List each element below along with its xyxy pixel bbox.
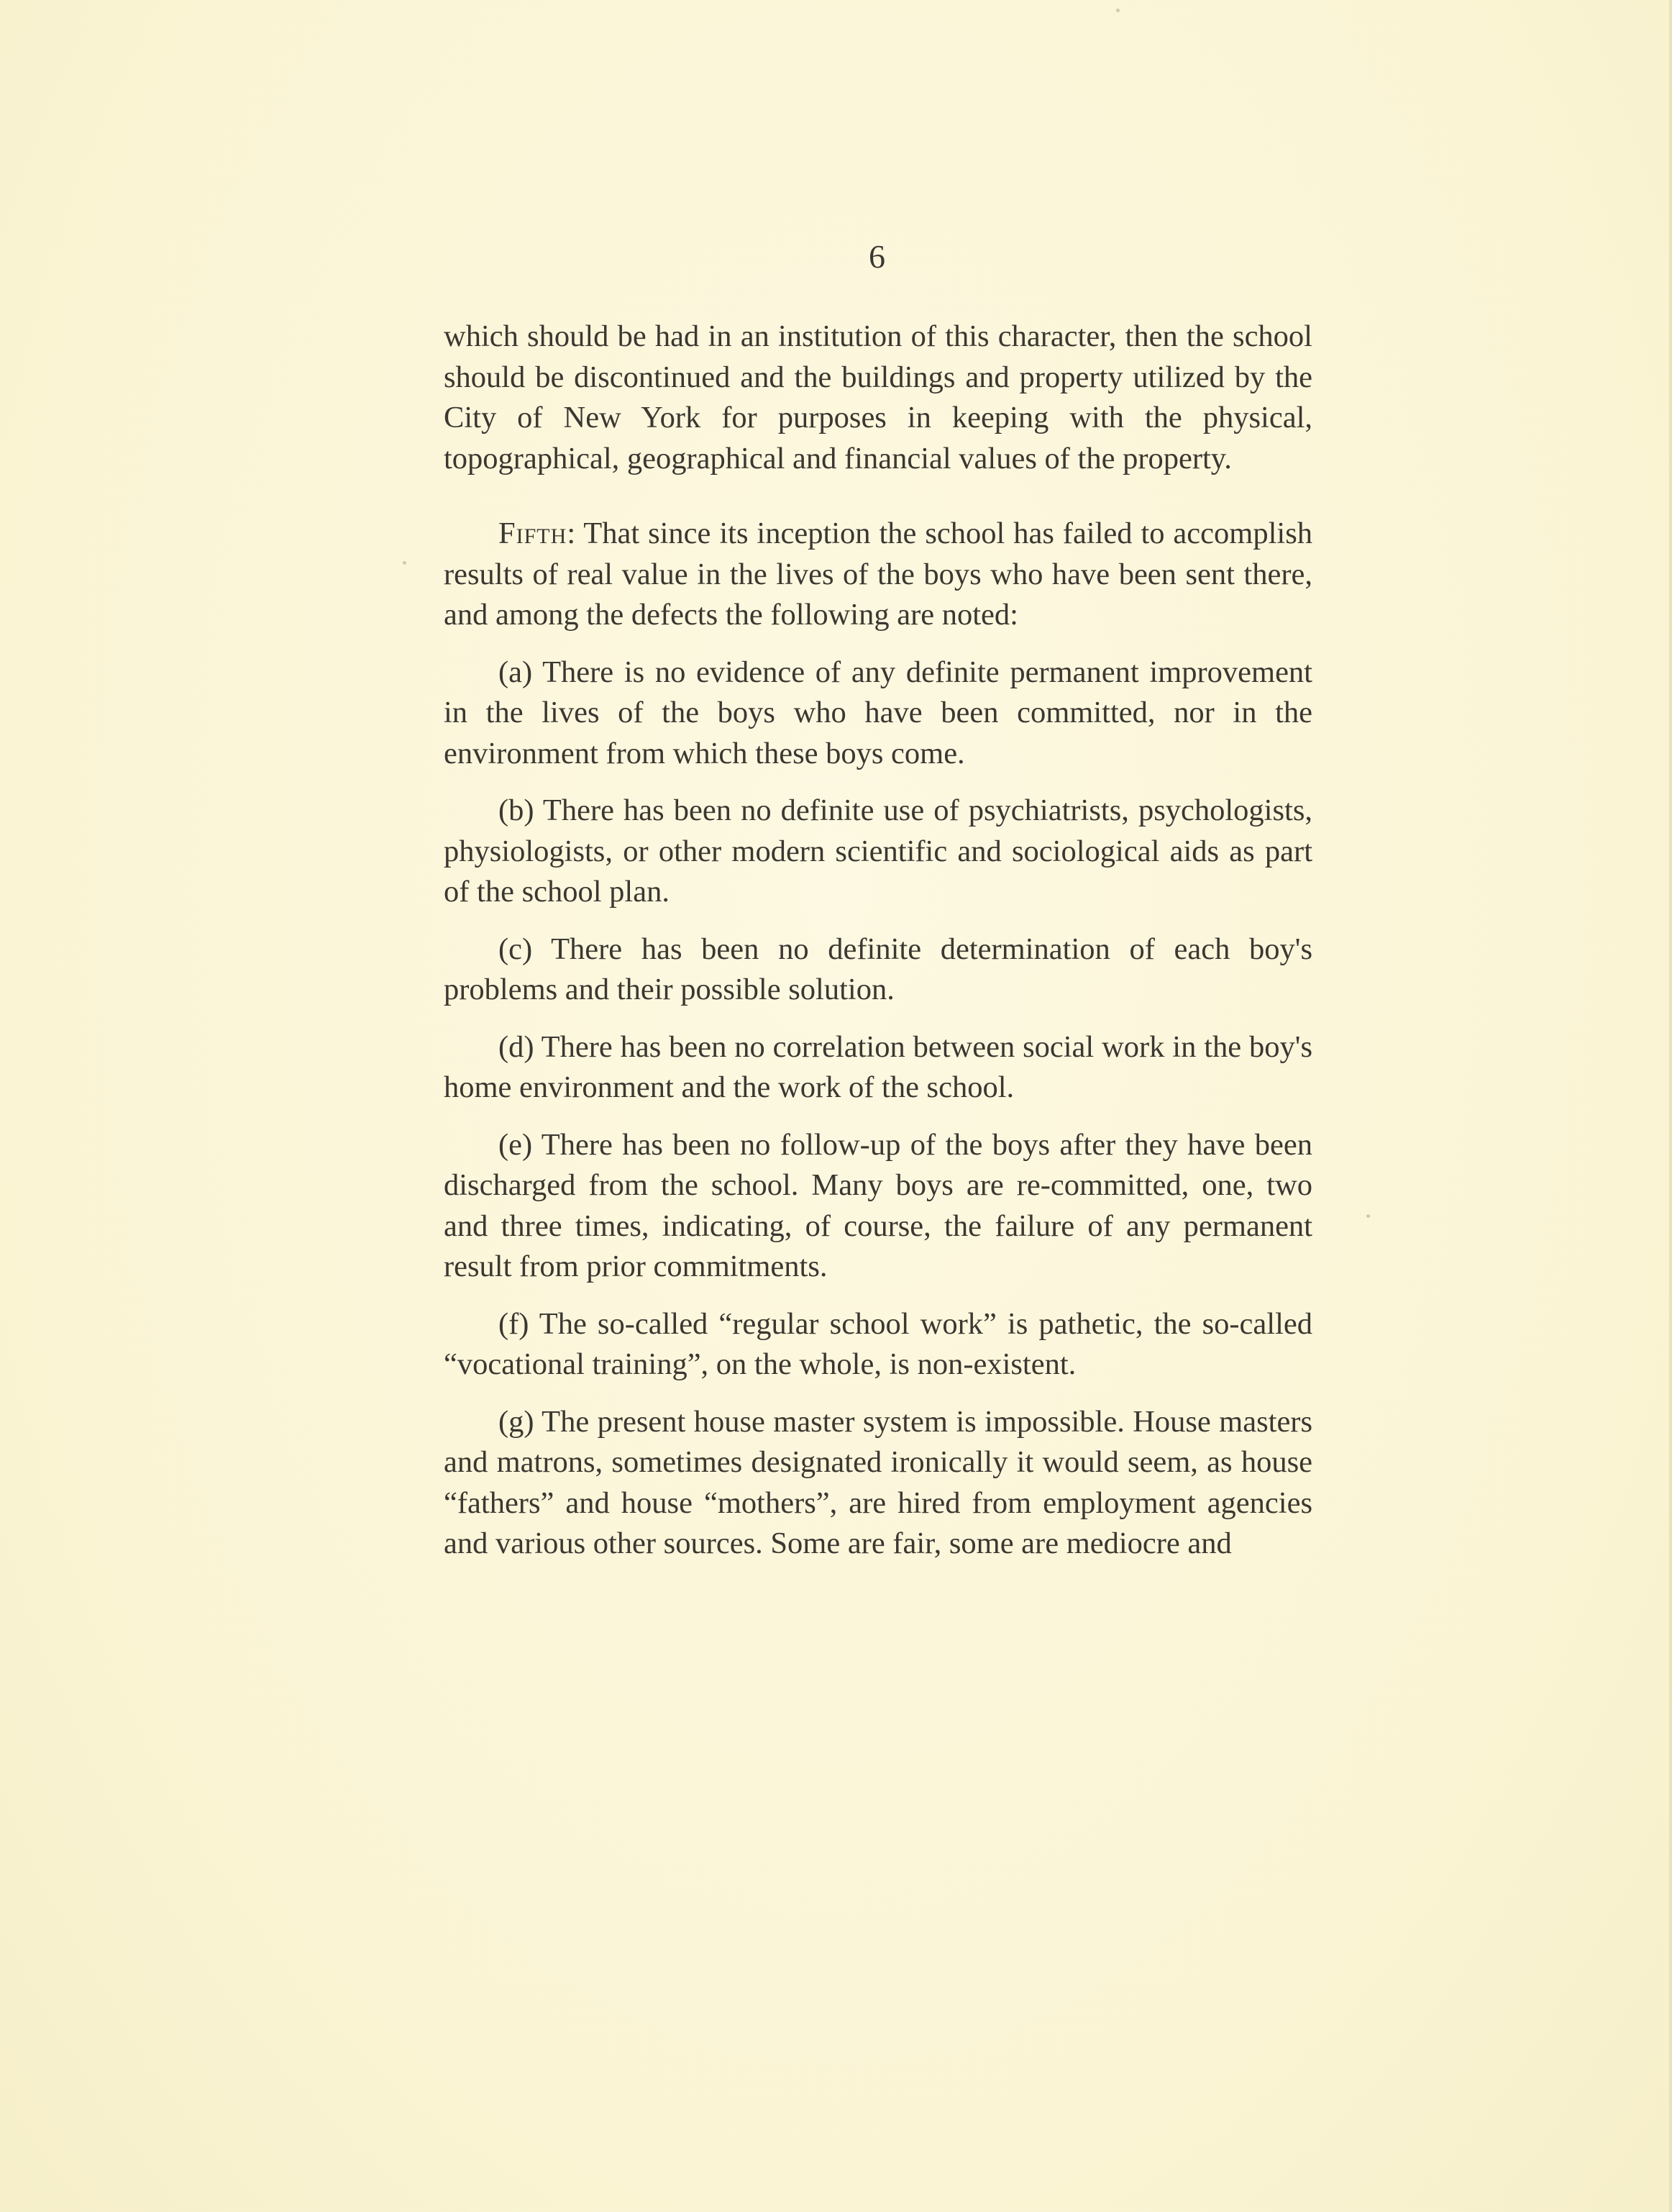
list-item-g: (g) The present house master system is impossible. House masters and matrons, sometimes designated ironically it would seem, as house “fathers” and house “mothers”, are hired from employment agencies and various other sources. Some are fair, some are mediocre and xyxy=(444,1404,1312,1560)
paper-speck xyxy=(403,561,406,565)
page-number: 6 xyxy=(869,238,886,275)
paper-speck xyxy=(1366,1214,1370,1218)
list-item-f: (f) The so-called “regular school work” is pathetic, the so-called “vocational training”, on the whole, is non-existent. xyxy=(444,1306,1312,1381)
continuation-paragraph: which should be had in an institution of this character, then the school should be discontinued and the buildings and property utilized by the City of New York for purposes in keeping with the physical, topographical, geographical and financial values of the property. xyxy=(444,319,1312,475)
list-item-d: (d) There has been no correlation between social work in the boy's home environment and the work of the school. xyxy=(444,1029,1312,1104)
section-lead: Fifth xyxy=(498,516,567,550)
list-item-b: (b) There has been no definite use of psychiatrists, psychologists, physiologists, or other modern scientific and sociological aids as part of the school plan. xyxy=(444,793,1312,909)
paper-speck xyxy=(1116,9,1120,12)
page-edge xyxy=(1669,0,1672,2212)
list-item-e: (e) There has been no follow-up of the boys after they have been discharged from the school. Many boys are re-committed, one, two and three times, indicating, of course, the failure of any permanent result from prior commitments. xyxy=(444,1127,1312,1283)
fifth-text: : That since its inception the school has failed to accomplish results of real value in the lives of the boys who have been sent there, and among the defects the following are noted: xyxy=(444,516,1312,632)
fifth-paragraph xyxy=(444,514,1312,636)
list-item-a: (a) There is no evidence of any definite permanent improvement in the lives of the boys who have been committed, nor in the environment from which these boys come. xyxy=(444,655,1312,770)
body-text xyxy=(444,317,1312,1581)
list-item-c: (c) There has been no definite determination of each boy's problems and their possible solution. xyxy=(444,932,1312,1006)
